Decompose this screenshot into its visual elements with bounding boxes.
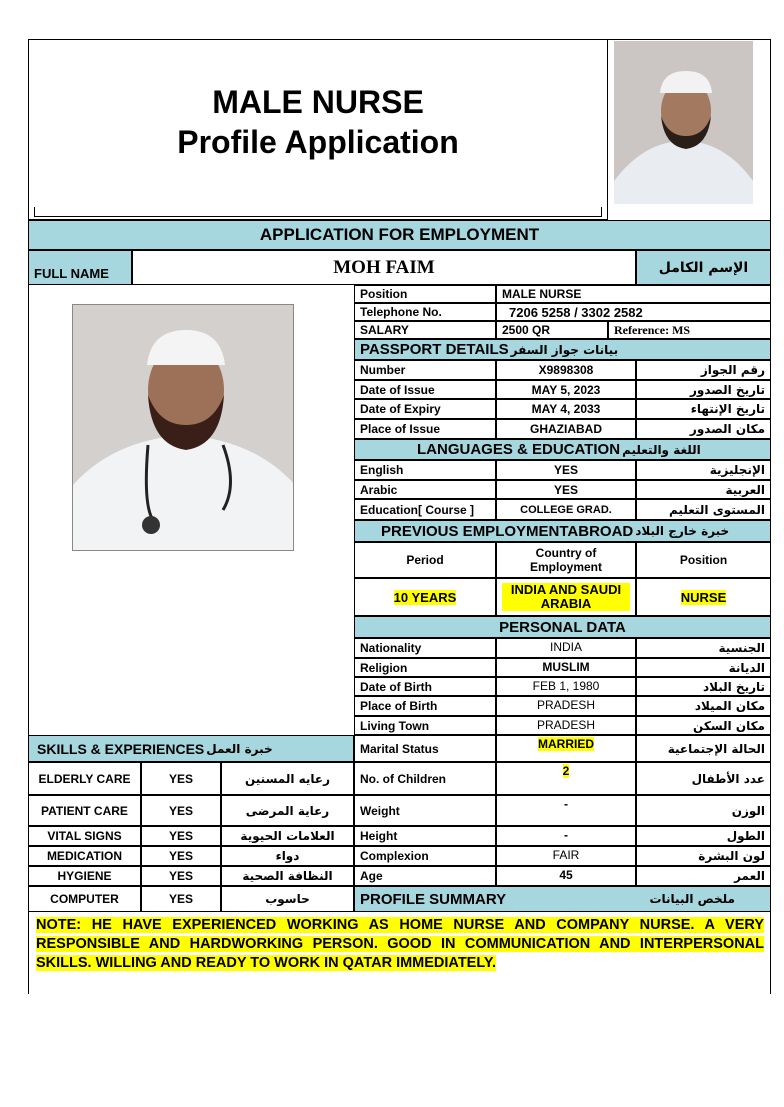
personal-label-ar: الحالة الإجتماعية: [636, 735, 771, 762]
language-label: Education[ Course ]: [354, 499, 496, 520]
personal-label-ar: مكان الميلاد: [636, 696, 771, 716]
full-name-value: MOH FAIM: [132, 250, 636, 285]
title-bracket: [34, 207, 602, 217]
passport-label: Number: [354, 360, 496, 380]
full-name-label-ar: الإسم الكامل: [636, 250, 771, 285]
language-value: YES: [496, 480, 636, 499]
reference-value: Reference: MS: [608, 321, 771, 339]
personal-value: PRADESH: [496, 716, 636, 735]
language-label-ar: الإنجليزية: [636, 460, 771, 480]
language-label: Arabic: [354, 480, 496, 499]
col-period: Period: [354, 542, 496, 578]
passport-value: X9898308: [496, 360, 636, 380]
personal-value: FEB 1, 1980: [496, 677, 636, 696]
personal-label: No. of Children: [354, 762, 496, 795]
skill-name-ar: دواء: [221, 846, 354, 866]
personal-label-ar: تاريخ البلاد: [636, 677, 771, 696]
personal-value: MUSLIM: [496, 658, 636, 677]
small-profile-photo: [614, 41, 753, 204]
skill-value: YES: [141, 795, 221, 826]
personal-value: 45: [496, 866, 636, 886]
title-line1: MALE NURSE: [212, 84, 424, 120]
telephone-label: Telephone No.: [354, 303, 496, 321]
personal-value: MARRIED: [496, 735, 636, 762]
personal-label-ar: الوزن: [636, 795, 771, 826]
passport-label-ar: رقم الجواز: [636, 360, 771, 380]
personal-value: PRADESH: [496, 696, 636, 716]
personal-value: -: [496, 826, 636, 846]
application-header: APPLICATION FOR EMPLOYMENT: [28, 220, 771, 250]
personal-label: Religion: [354, 658, 496, 677]
country-value: INDIA AND SAUDI ARABIA: [496, 578, 636, 616]
personal-label-ar: عدد الأطفال: [636, 762, 771, 795]
skill-name-ar: العلامات الحيوية: [221, 826, 354, 846]
passport-label: Date of Issue: [354, 380, 496, 399]
personal-label-ar: الجنسية: [636, 638, 771, 658]
passport-value: MAY 4, 2033: [496, 399, 636, 419]
personal-label: Height: [354, 826, 496, 846]
skill-name: ELDERLY CARE: [28, 762, 141, 795]
skill-name: COMPUTER: [28, 886, 141, 912]
personal-label: Weight: [354, 795, 496, 826]
skill-name-ar: حاسوب: [221, 886, 354, 912]
skill-name-ar: رعاية المرضى: [221, 795, 354, 826]
passport-label: Date of Expiry: [354, 399, 496, 419]
skill-name: VITAL SIGNS: [28, 826, 141, 846]
personal-value: FAIR: [496, 846, 636, 866]
personal-data-header: PERSONAL DATA: [354, 616, 771, 638]
skill-value: YES: [141, 846, 221, 866]
languages-header: LANGUAGES & EDUCATION اللغة والتعليم: [354, 439, 771, 460]
personal-label-ar: لون البشرة: [636, 846, 771, 866]
personal-value: INDIA: [496, 638, 636, 658]
skills-header: SKILLS & EXPERIENCES خبرة العمل: [28, 735, 354, 762]
passport-label-ar: تاريخ الإنتهاء: [636, 399, 771, 419]
personal-label: Complexion: [354, 846, 496, 866]
title-line2: Profile Application: [177, 124, 459, 160]
personal-label-ar: الطول: [636, 826, 771, 846]
personal-label: Date of Birth: [354, 677, 496, 696]
skill-value: YES: [141, 886, 221, 912]
personal-value: 2: [496, 762, 636, 795]
skill-value: YES: [141, 866, 221, 886]
passport-label: Place of Issue: [354, 419, 496, 439]
skill-name: HYGIENE: [28, 866, 141, 886]
col-position: Position: [636, 542, 771, 578]
personal-label-ar: العمر: [636, 866, 771, 886]
language-label-ar: المستوى التعليم: [636, 499, 771, 520]
language-label: English: [354, 460, 496, 480]
full-name-label: FULL NAME: [28, 250, 132, 285]
salary-label: SALARY: [354, 321, 496, 339]
telephone-value: 7206 5258 / 3302 2582: [496, 303, 771, 321]
salary-value: 2500 QR: [496, 321, 608, 339]
passport-header: PASSPORT DETAILS بيانات جواز السفر: [354, 339, 771, 360]
passport-label-ar: مكان الصدور: [636, 419, 771, 439]
period-value: 10 YEARS: [354, 578, 496, 616]
passport-value: GHAZIABAD: [496, 419, 636, 439]
main-profile-photo: [72, 304, 294, 551]
skill-name-ar: رعايه المسنين: [221, 762, 354, 795]
passport-value: MAY 5, 2023: [496, 380, 636, 399]
position-value: MALE NURSE: [496, 285, 771, 303]
personal-label: Living Town: [354, 716, 496, 735]
language-value: YES: [496, 460, 636, 480]
language-label-ar: العربية: [636, 480, 771, 499]
personal-label: Nationality: [354, 638, 496, 658]
skill-name-ar: النظافة الصحية: [221, 866, 354, 886]
skill-name: MEDICATION: [28, 846, 141, 866]
personal-label-ar: الديانة: [636, 658, 771, 677]
page-title: [28, 82, 608, 162]
position-label: Position: [354, 285, 496, 303]
skill-value: YES: [141, 826, 221, 846]
personal-label: Age: [354, 866, 496, 886]
skill-name: PATIENT CARE: [28, 795, 141, 826]
language-value: COLLEGE GRAD.: [496, 499, 636, 520]
profile-summary-header: PROFILE SUMMARY ملخص البيانات: [354, 886, 771, 912]
previous-employment-header: PREVIOUS EMPLOYMENTABROAD خبرة خارج البلاد: [354, 520, 771, 542]
personal-label: Place of Birth: [354, 696, 496, 716]
personal-label: Marital Status: [354, 735, 496, 762]
position-prev-value: NURSE: [636, 578, 771, 616]
personal-label-ar: مكان السكن: [636, 716, 771, 735]
skill-value: YES: [141, 762, 221, 795]
personal-value: -: [496, 795, 636, 826]
passport-label-ar: تاريخ الصدور: [636, 380, 771, 399]
col-country: Country of Employment: [496, 542, 636, 578]
profile-note: NOTE: HE HAVE EXPERIENCED WORKING AS HOME NURSE AND COMPANY NURSE. A VERY RESPONSIBLE AND HARDWORKING PERSON. GOOD IN COMMUNICATION AND INTERPERSONAL SKILLS. WILLING AND READY TO WORK IN QATAR IMMEDIATELY.: [36, 917, 764, 971]
